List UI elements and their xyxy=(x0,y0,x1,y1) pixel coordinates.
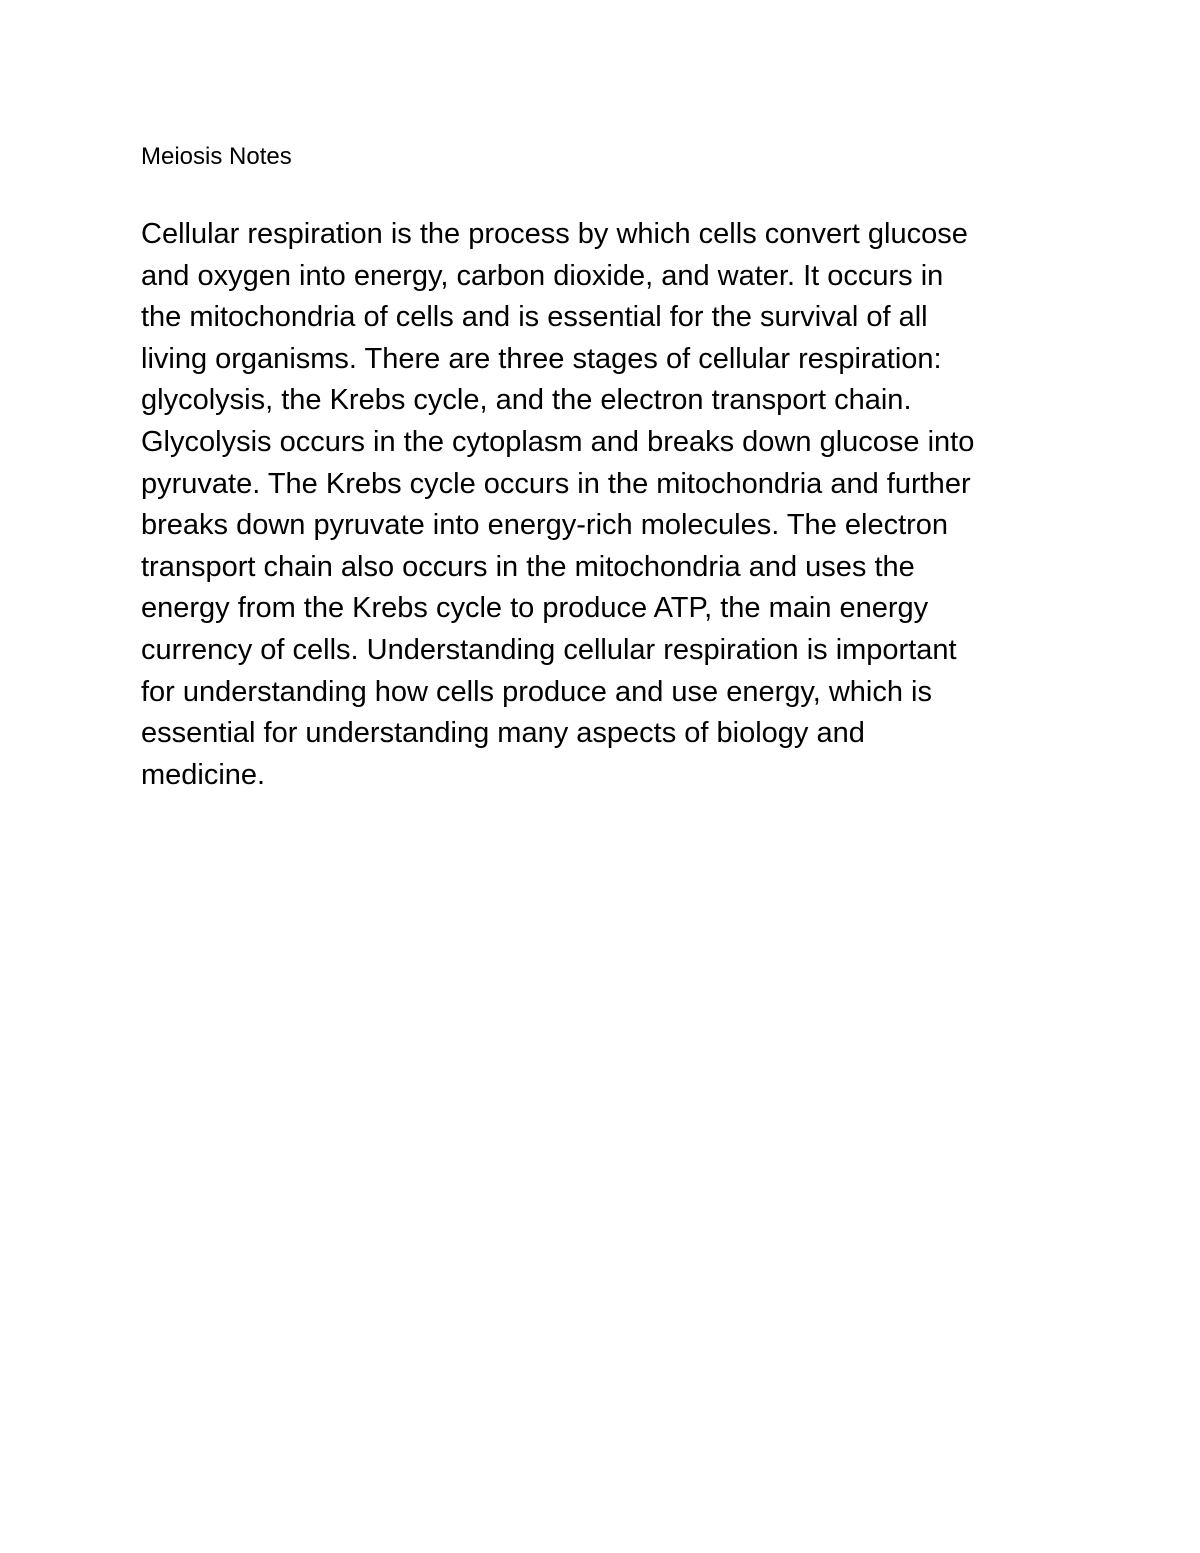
body-line: energy from the Krebs cycle to produce ATP, the main energy xyxy=(141,592,929,625)
body-line: glycolysis, the Krebs cycle, and the electron transport chain. xyxy=(141,384,912,417)
body-line: essential for understanding many aspects of biology and xyxy=(141,717,865,750)
body-line: Cellular respiration is the process by which cells convert glucose xyxy=(141,218,968,250)
body-line: transport chain also occurs in the mitochondria and uses the xyxy=(141,550,915,583)
body-line: currency of cells. Understanding cellular respiration is important xyxy=(141,633,957,666)
body-line: medicine. xyxy=(141,758,266,791)
document-title: Meiosis Notes xyxy=(141,143,292,170)
body-line: living organisms. There are three stages of cellular respiration: xyxy=(141,342,942,375)
body-line: the mitochondria of cells and is essential for the survival of all xyxy=(141,301,928,334)
body-line: Glycolysis occurs in the cytoplasm and breaks down glucose into xyxy=(141,425,975,458)
body-line: breaks down pyruvate into energy-rich molecules. The electron xyxy=(141,509,949,542)
document-body-paragraph xyxy=(141,214,974,796)
body-line: pyruvate. The Krebs cycle occurs in the mitochondria and further xyxy=(141,467,971,500)
body-line: for understanding how cells produce and use energy, which is xyxy=(141,675,932,708)
body-line: and oxygen into energy, carbon dioxide, and water. It occurs in xyxy=(141,259,944,292)
